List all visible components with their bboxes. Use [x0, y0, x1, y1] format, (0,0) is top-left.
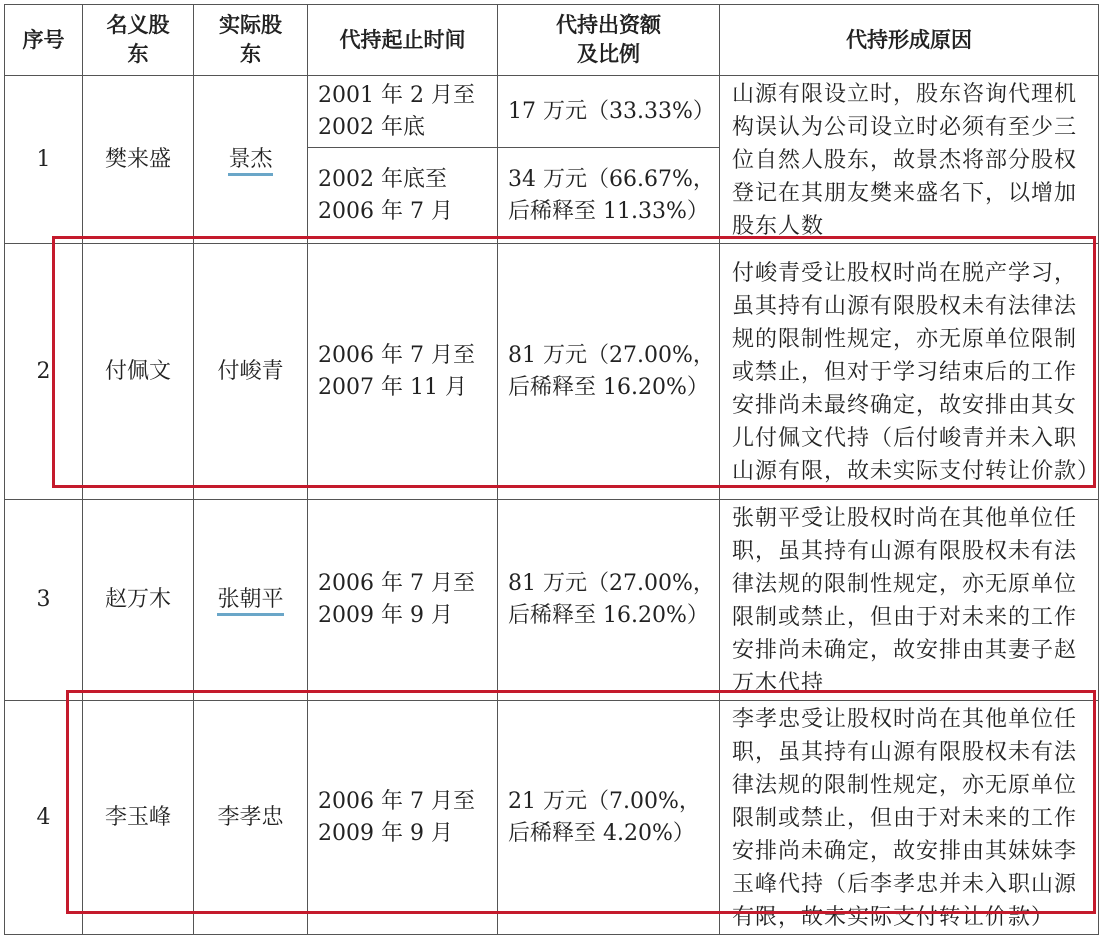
- actual-shareholder-name: 张朝平: [217, 587, 283, 616]
- cell-reason: 李孝忠受让股权时尚在其他单位任职，虽其持有山源有限股权未有法律法规的限制性规定，亦无原单位限制或禁止，但由于对未来的工作安排尚未确定，故安排由其妹妹李玉峰代持（后李孝忠并未入职山源有限，故未实际支付转让价款）: [720, 701, 1099, 935]
- cell-period: 2002 年底至 2006 年 7 月: [308, 148, 498, 244]
- table-row: [5, 244, 1099, 500]
- header-seq: 序号: [5, 5, 83, 76]
- cell-period: 2006 年 7 月至 2007 年 11 月: [308, 244, 498, 500]
- header-actual-shareholder: 实际股 东: [194, 5, 308, 76]
- cell-amount: 81 万元（27.00%， 后稀释至 16.20%）: [498, 244, 720, 500]
- cell-period: 2006 年 7 月至 2009 年 9 月: [308, 500, 498, 701]
- cell-amount: 81 万元（27.00%， 后稀释至 16.20%）: [498, 500, 720, 701]
- cell-reason: 山源有限设立时，股东咨询代理机构误认为公司设立时必须有至少三位自然人股东，故景杰将部分股权登记在其朋友樊来盛名下，以增加股东人数: [720, 76, 1099, 244]
- header-nominal-shareholder: 名义股 东: [83, 5, 194, 76]
- cell-actual-shareholder: 付峻青: [194, 244, 308, 500]
- cell-period: 2006 年 7 月至 2009 年 9 月: [308, 701, 498, 935]
- cell-actual-shareholder: [194, 500, 308, 701]
- header-row: [5, 5, 1099, 76]
- table-row: [5, 76, 1099, 148]
- cell-nominal-shareholder: 樊来盛: [83, 76, 194, 244]
- actual-shareholder-name: 景杰: [228, 147, 272, 176]
- table-row: [5, 500, 1099, 701]
- cell-amount: 21 万元（7.00%， 后稀释至 4.20%）: [498, 701, 720, 935]
- cell-period: 2001 年 2 月至 2002 年底: [308, 76, 498, 148]
- header-amount: 代持出资额 及比例: [498, 5, 720, 76]
- cell-amount: 34 万元（66.67%， 后稀释至 11.33%）: [498, 148, 720, 244]
- cell-nominal-shareholder: 付佩文: [83, 244, 194, 500]
- cell-seq: 1: [5, 76, 83, 244]
- cell-seq: 4: [5, 701, 83, 935]
- cell-reason: 张朝平受让股权时尚在其他单位任职，虽其持有山源有限股权未有法律法规的限制性规定，亦无原单位限制或禁止，但由于对未来的工作安排尚未确定，故安排由其妻子赵万木代持: [720, 500, 1099, 701]
- header-period: 代持起止时间: [308, 5, 498, 76]
- cell-seq: 2: [5, 244, 83, 500]
- header-reason: 代持形成原因: [720, 5, 1099, 76]
- cell-reason: 付峻青受让股权时尚在脱产学习，虽其持有山源有限股权未有法律法规的限制性规定，亦无原单位限制或禁止，但对于学习结束后的工作安排尚未最终确定，故安排由其女儿付佩文代持（后付峻青并未入职山源有限，故未实际支付转让价款）: [720, 244, 1099, 500]
- table-row: [5, 701, 1099, 935]
- proxy-holding-table: [4, 4, 1099, 935]
- cell-actual-shareholder: 李孝忠: [194, 701, 308, 935]
- cell-nominal-shareholder: 李玉峰: [83, 701, 194, 935]
- cell-seq: 3: [5, 500, 83, 701]
- cell-amount: 17 万元（33.33%）: [498, 76, 720, 148]
- cell-nominal-shareholder: 赵万木: [83, 500, 194, 701]
- cell-actual-shareholder: [194, 76, 308, 244]
